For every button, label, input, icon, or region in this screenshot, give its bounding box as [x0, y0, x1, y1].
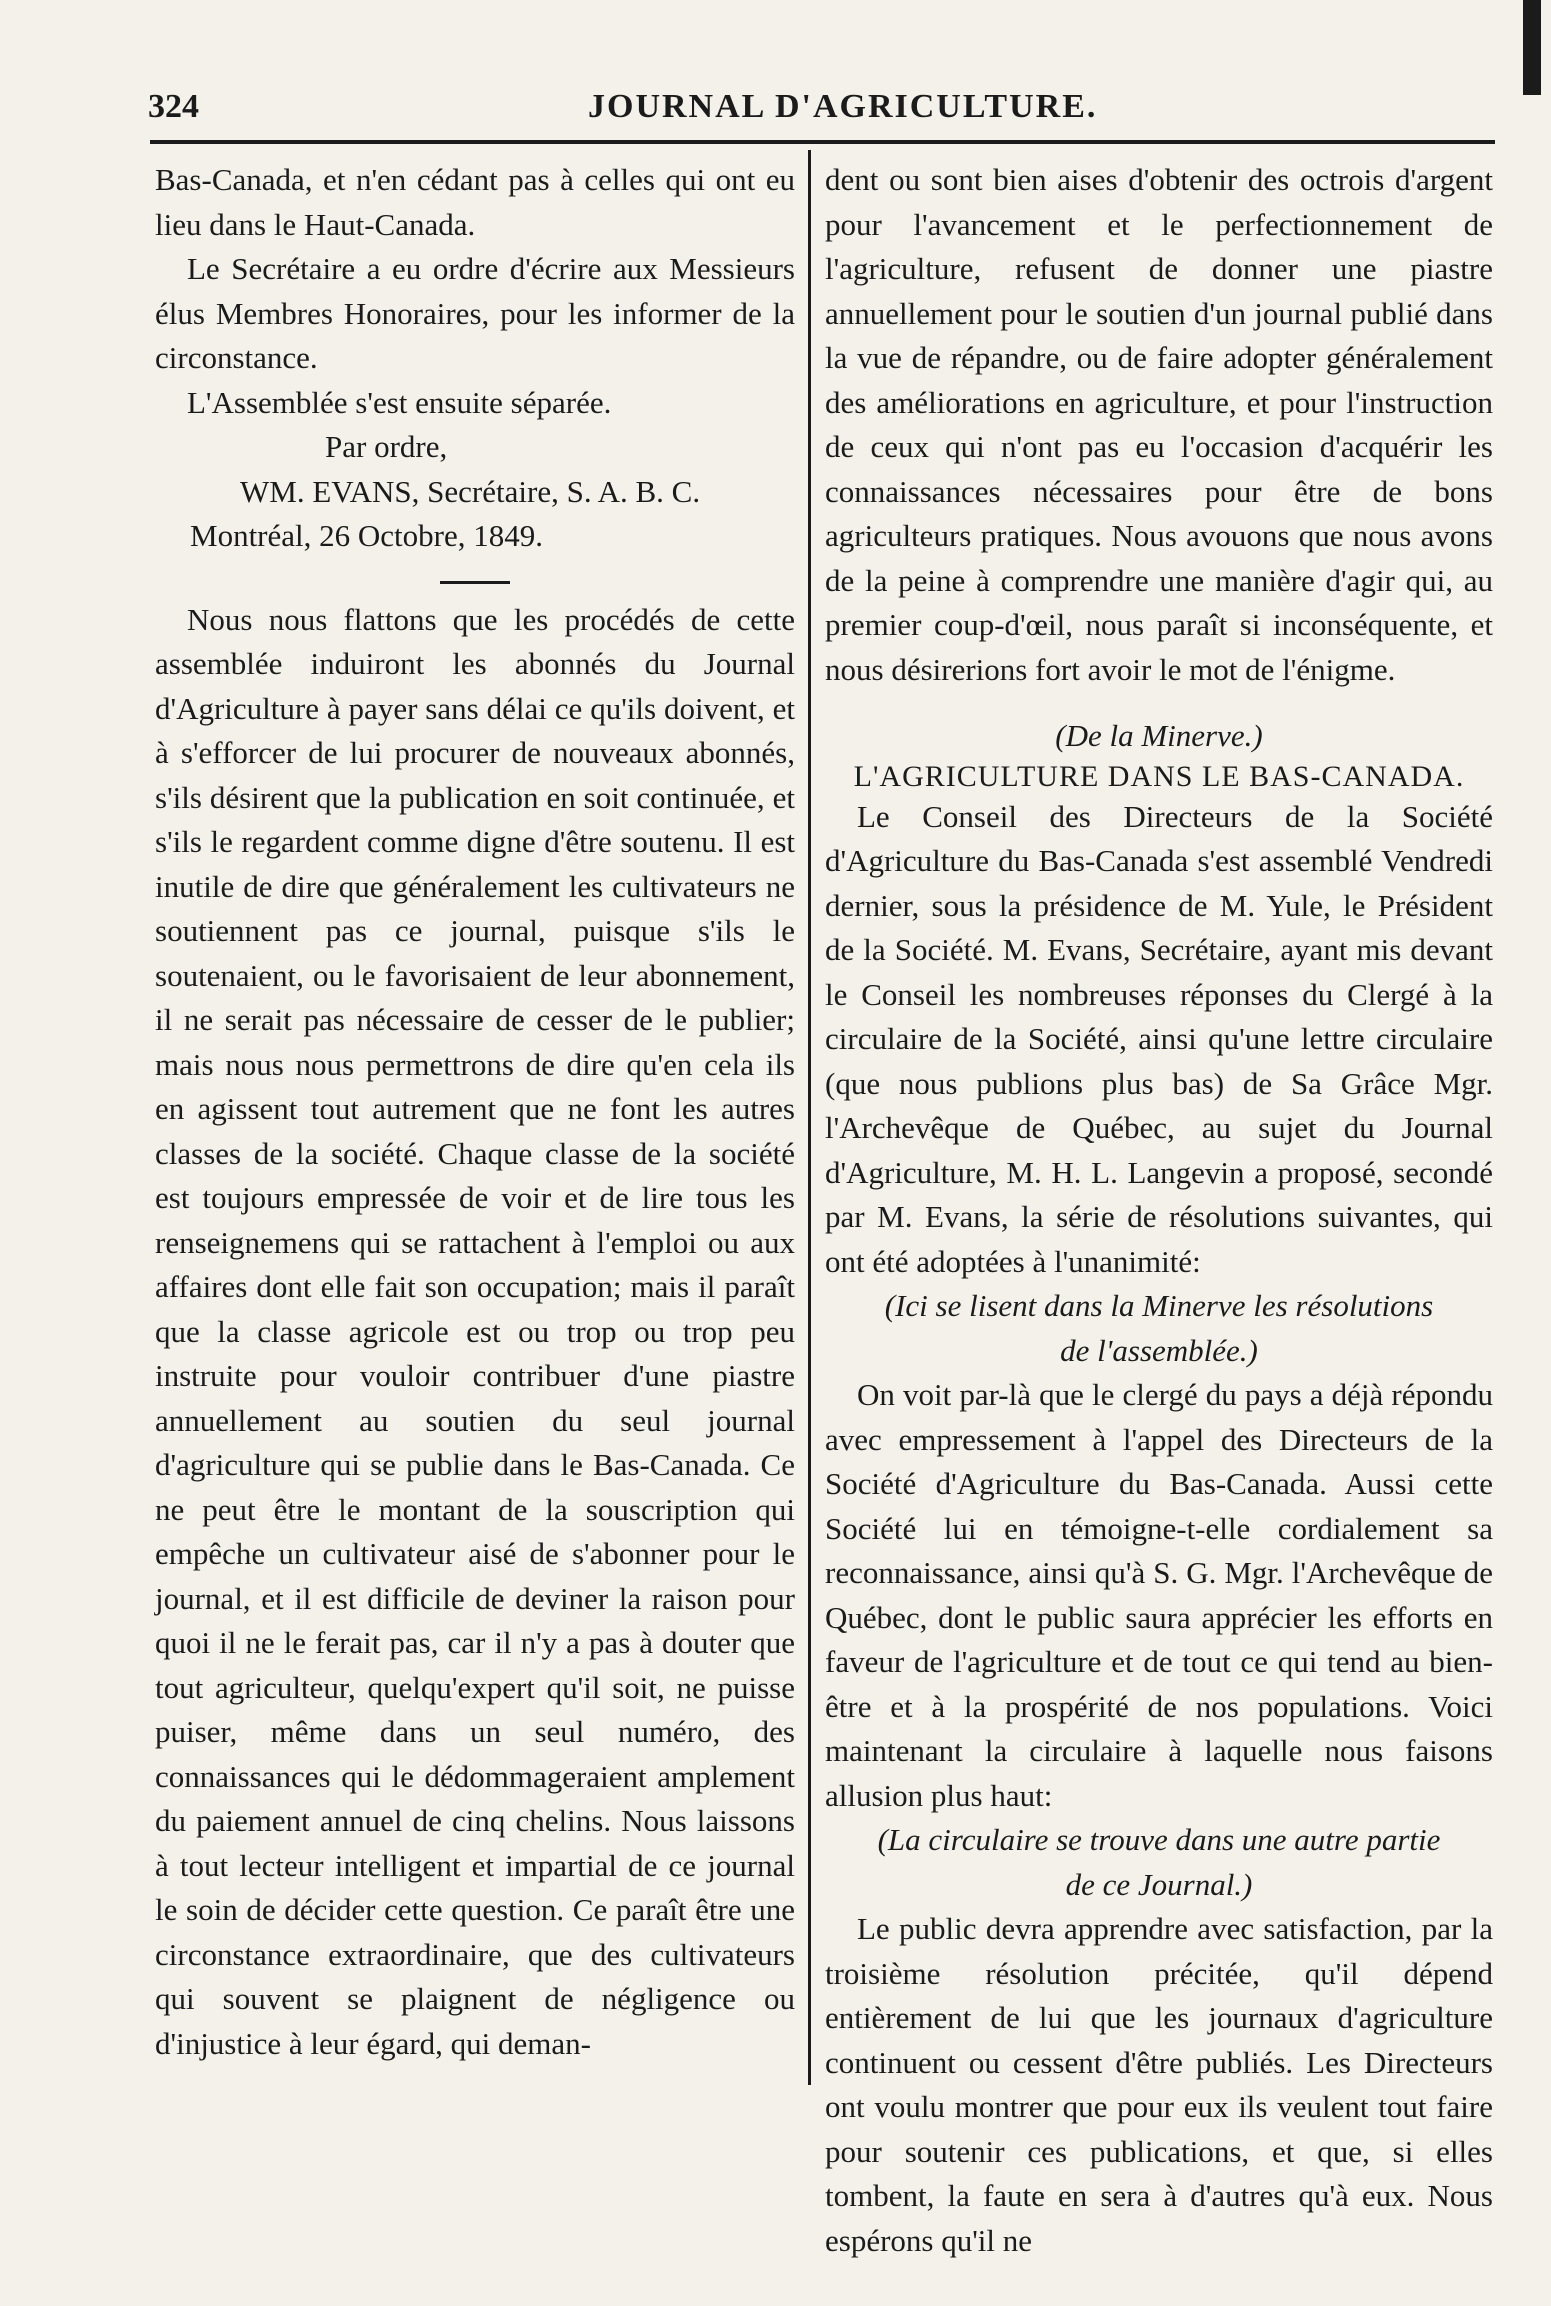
- page-number: 324: [148, 88, 199, 125]
- section-rule: [440, 581, 510, 584]
- paragraph: Le Secrétaire a eu ordre d'écrire aux Messieurs élus Membres Honoraires, pour les informer de la circonstance.: [155, 251, 795, 375]
- paragraph: Le Conseil des Directeurs de la Société d'Agriculture du Bas-Canada s'est assemblé Vendredi dernier, sous la présidence de M. Yule, le Président de la Société. M. Evans, Secrétaire, ayant mis devant le Conseil les nombreuses réponses du Clergé à la circulaire de la Société, ainsi qu'une lettre circulaire (que nous publions plus bas) de Sa Grâce Mgr. l'Archevêque de Québec, au sujet du Journal d'Agriculture, M. H. L. Langevin a proposé, secondé par M. Evans, la série de résolutions suivantes, qui ont été adoptées à l'unanimité:: [825, 798, 1493, 1279]
- page-header: [148, 88, 1498, 138]
- paragraph: Le public devra apprendre avec satisfaction, par la troisième résolution précitée, qu'il dépend entièrement de lui que les journaux d'agriculture continuent ou cessent d'être publiés. Les Directeurs ont voulu montrer que pour eux ils veulent tout faire pour soutenir ces publications, et que, si elles tombent, la faute en sera à d'autres qu'à eux. Nous espérons qu'il ne: [825, 1911, 1493, 2258]
- paragraph: L'Assemblée s'est ensuite séparée.: [187, 384, 612, 420]
- right-column: [825, 158, 1493, 2263]
- editorial-note-line: (Ici se lisent dans la Minerve les résolutions: [884, 1288, 1434, 1323]
- paragraph: dent ou sont bien aises d'obtenir des octrois d'argent pour l'avancement et le perfectionnement de l'agriculture, refusent de donner une piastre annuellement pour le soutien d'un journal publié dans la vue de répandre, ou de faire adopter généralement des améliorations en agriculture, et pour l'instruction de ceux qui n'ont pas eu l'occasion d'acquérir les connaissances nécessaires pour être de bons agriculteurs pratiques. Nous avouons que nous avons de la peine à comprendre une manière d'agir qui, au premier coup-d'œil, nous paraît si inconséquente, et nous désirerions fort avoir le mot de l'énigme.: [825, 162, 1493, 687]
- article-source: (De la Minerve.): [1055, 718, 1263, 753]
- article-headline: L'AGRICULTURE DANS LE BAS-CANADA.: [853, 759, 1465, 793]
- editorial-note-line: (La circulaire se trouve dans une autre partie: [877, 1822, 1441, 1857]
- editorial-note-line: de ce Journal.): [1065, 1866, 1253, 1902]
- signature-name: WM. EVANS, Secrétaire, S. A. B. C.: [240, 473, 701, 509]
- signature-place: Montréal, 26 Octobre, 1849.: [190, 518, 543, 553]
- page-edge-mark: [1523, 0, 1541, 95]
- left-column: [155, 158, 795, 2066]
- signature-order: Par ordre,: [325, 429, 448, 464]
- journal-title: JOURNAL D'AGRICULTURE.: [588, 88, 1098, 125]
- paragraph: Bas-Canada, et n'en cédant pas à celles qui ont eu lieu dans le Haut-Canada.: [155, 162, 795, 242]
- header-rule: [150, 140, 1495, 144]
- paragraph: On voit par-là que le clergé du pays a déjà répondu avec empressement à l'appel des Directeurs de la Société d'Agriculture du Bas-Canada. Aussi cette Société lui en témoigne-t-elle cordialement sa reconnaissance, ainsi qu'à S. G. Mgr. l'Archevêque de Québec, dont le public saura apprécier les efforts en faveur de l'agriculture et de tout ce qui tend au bien-être et à la prospérité de nos populations. Voici maintenant la circulaire à laquelle nous faisons allusion plus haut:: [825, 1377, 1493, 1813]
- editorial-note-line: de l'assemblée.): [1060, 1332, 1258, 1368]
- editorial-note: [825, 1818, 1493, 1907]
- column-divider: [808, 150, 811, 2085]
- editorial-note: [825, 1284, 1493, 1373]
- paragraph: Nous nous flattons que les procédés de cette assemblée induiront les abonnés du Journal d'Agriculture à payer sans délai ce qu'ils doivent, et à s'efforcer de lui procurer de nouveaux abonnés, s'ils désirent que la publication en soit continuée, et s'ils le regardent comme digne d'être soutenu. Il est inutile de dire que généralement les cultivateurs ne soutiennent pas ce journal, puisque s'ils le soutenaient, ou le favorisaient de leur abonnement, il ne serait pas nécessaire de cesser de le publier; mais nous nous permettrons de dire qu'en cela ils en agissent tout autrement que ne font les autres classes de la société. Chaque classe de la société est toujours empressée de voir et de lire tous les renseignemens qui se rattachent à l'emploi ou aux affaires dont elle fait son occupation; mais il paraît que la classe agricole est ou trop ou trop peu instruite pour vouloir contribuer d'une piastre annuellement au soutien du seul journal d'agriculture qui se publie dans le Bas-Canada. Ce ne peut être le montant de la souscription qui empêche un cultivateur aisé de s'abonner pour le journal, et il est difficile de deviner la raison pour quoi il ne le ferait pas, car il n'y a pas à douter que tout agriculteur, quelqu'expert qu'il soit, ne puisse puiser, même dans un seul numéro, des connaissances qui le dédommageraient amplement du paiement annuel de cinq chelins. Nous laissons à tout lecteur intelligent et impartial de ce journal le soin de décider cette question. Ce paraît être une circonstance extraordinaire, que des cultivateurs qui souvent se plaignent de négligence ou d'injustice à leur égard, qui deman-: [155, 601, 795, 2061]
